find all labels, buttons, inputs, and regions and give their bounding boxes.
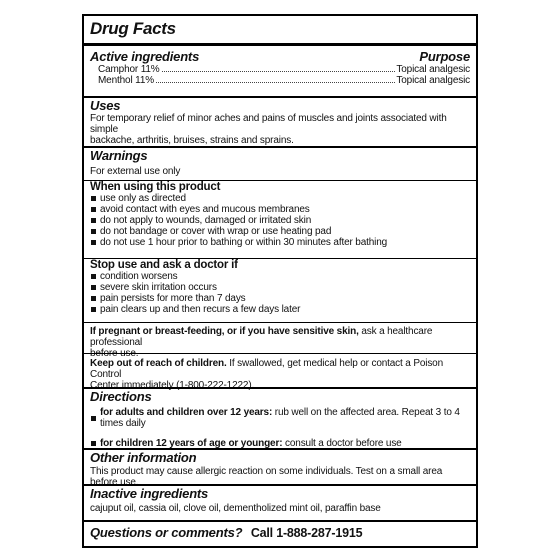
uses-text-line: backache, arthritis, bruises, strains and sprains. <box>90 135 294 146</box>
drug-facts-title-section <box>84 19 476 39</box>
uses-text-line: For temporary relief of minor aches and pains of muscles and joints associated with simple <box>90 113 447 135</box>
dot-leader <box>162 71 396 72</box>
keep-out-bold: Keep out of reach of children. <box>90 358 227 369</box>
keep-out-text: If swallowed, get medical help or contact a Poison Control <box>90 358 443 380</box>
questions-label: Questions or comments? <box>90 525 243 540</box>
list-item: severe skin irritation occurs <box>90 282 470 293</box>
drug-facts-title: Drug Facts <box>90 19 176 38</box>
warnings-section <box>84 148 476 177</box>
uses-section <box>84 98 476 146</box>
directions-section <box>84 389 476 449</box>
stop-use-section <box>84 259 476 315</box>
drug-facts-panel <box>82 14 478 548</box>
pregnant-warning-text: ask a healthcare professional <box>90 326 433 348</box>
ingredient-row <box>98 64 470 75</box>
other-info-text: This product may cause allergic reaction on some individuals. Test on a small area before use. <box>90 466 443 488</box>
bullet-icon <box>91 441 96 446</box>
list-item: for children 12 years of age or younger: consult a doctor before use <box>90 438 470 449</box>
questions-phone: Call 1-888-287-1915 <box>250 526 363 540</box>
ingredient-purpose: Topical analgesic <box>396 75 470 86</box>
list-item: pain persists for more than 7 days <box>90 293 470 304</box>
pregnant-warning-line: before use. <box>90 348 139 359</box>
active-ingredients-section <box>84 49 476 86</box>
ingredient-purpose: Topical analgesic <box>396 64 470 75</box>
list-item: avoid contact with eyes and mucous membranes <box>90 204 470 215</box>
bullet-icon <box>91 416 96 421</box>
list-item: do not use 1 hour prior to bathing or within 30 minutes after bathing <box>90 237 470 248</box>
pregnant-section <box>84 326 476 359</box>
inactive-ingredients-section <box>84 486 476 514</box>
title-divider <box>84 43 476 46</box>
ingredient-row <box>98 75 470 86</box>
when-using-section <box>84 181 476 248</box>
bullet-icon <box>91 207 96 212</box>
ingredient-name: Camphor 11% <box>98 64 160 75</box>
keep-out-line: Center immediately (1-800-222-1222). <box>90 380 255 391</box>
inactive-ingredients-heading: Inactive ingredients <box>90 486 209 501</box>
dot-leader <box>156 82 395 83</box>
purpose-heading: Purpose <box>419 49 470 64</box>
uses-heading: Uses <box>90 98 121 113</box>
list-item: use only as directed <box>90 193 470 204</box>
bullet-icon <box>91 285 96 290</box>
questions-section <box>84 524 476 542</box>
ingredient-name: Menthol 11% <box>98 75 154 86</box>
external-use-text: For external use only <box>90 166 181 177</box>
bullet-icon <box>91 240 96 245</box>
bullet-icon <box>91 196 96 201</box>
inactive-divider <box>84 520 476 522</box>
bullet-icon <box>91 296 96 301</box>
bullet-icon <box>91 229 96 234</box>
stop-use-divider <box>84 322 476 323</box>
list-item: pain clears up and then recurs a few days later <box>90 304 470 315</box>
list-item: condition worsens <box>90 271 470 282</box>
bullet-icon <box>91 274 96 279</box>
other-info-section <box>84 450 476 488</box>
bullet-icon <box>91 307 96 312</box>
pregnant-divider <box>84 353 476 354</box>
pregnant-warning-bold: If pregnant or breast-feeding, or if you have sensitive skin, <box>90 326 359 337</box>
warnings-heading: Warnings <box>90 148 148 163</box>
list-item: for adults and children over 12 years: rub well on the affected area. Repeat 3 to 4 times daily <box>90 407 470 429</box>
list-item: do not apply to wounds, damaged or irritated skin <box>90 215 470 226</box>
active-ingredients-heading: Active ingredients <box>90 49 200 64</box>
stop-use-heading: Stop use and ask a doctor if <box>90 259 238 271</box>
bullet-icon <box>91 218 96 223</box>
list-item: do not bandage or cover with wrap or use heating pad <box>90 226 470 237</box>
directions-heading: Directions <box>90 389 152 404</box>
when-using-heading: When using this product <box>90 181 221 193</box>
inactive-ingredients-text: cajuput oil, cassia oil, clove oil, dementholized mint oil, paraffin base <box>90 503 381 514</box>
other-info-heading: Other information <box>90 450 197 465</box>
